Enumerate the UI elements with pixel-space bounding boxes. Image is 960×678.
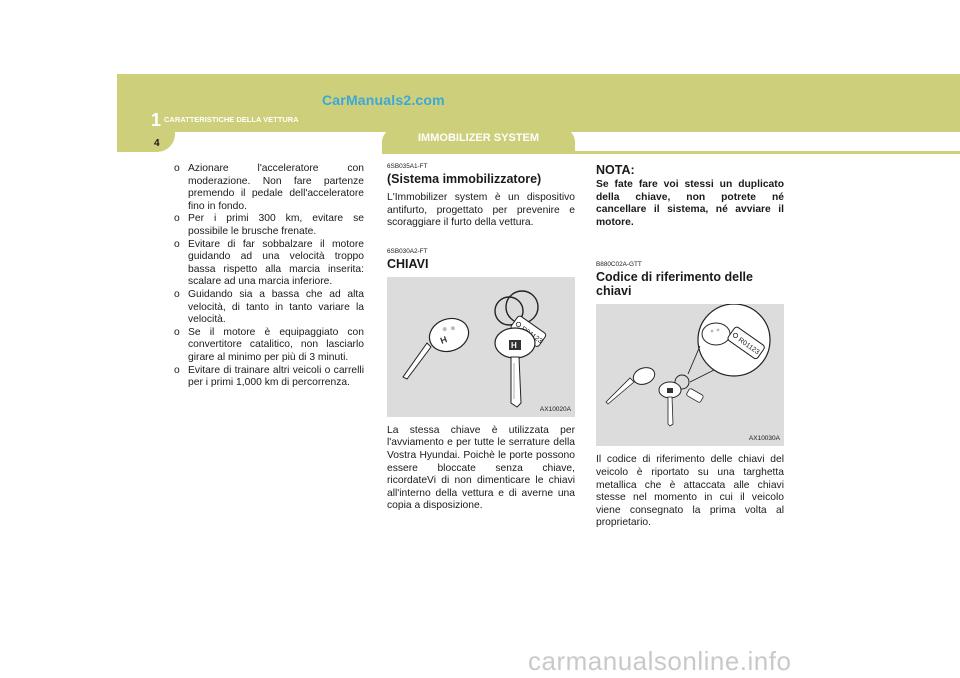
section-underline — [382, 151, 960, 154]
list-item — [172, 239, 364, 289]
bullet-mark: o — [174, 288, 180, 300]
svg-text:R01123: R01123 — [736, 337, 761, 357]
immobilizer-heading: (Sistema immobilizzatore) — [387, 172, 542, 186]
list-item-text: Guidando sia a bassa che ad alta velocità, di tanto in tanto variare la velocità. — [188, 288, 364, 326]
key-code-heading: Codice di riferimento delle chiavi — [596, 270, 753, 299]
bullet-mark: o — [174, 213, 180, 225]
column-3 — [596, 163, 784, 530]
section-code: 6SB035A1-FT — [387, 163, 428, 170]
keys-heading: CHIAVI — [387, 256, 429, 271]
list-item-text: Per i primi 300 km, evitare se possibile le brusche frenate. — [188, 213, 364, 237]
figure-code: AX10020A — [539, 405, 571, 413]
immobilizer-body: L'Immobilizer system è un dispositivo antifurto, progettato per prevenire e scoraggiare il furto della vettura. — [387, 192, 575, 229]
section-code: 6SB030A2-FT — [387, 247, 428, 255]
bullet-mark: o — [174, 364, 180, 376]
list-item-text: Evitare di far sobbalzare il motore guidando ad una velocità troppo bassa rispetto alla marcia inserita: scalare ad una marcia inferiore. — [188, 238, 364, 288]
bullet-mark: o — [174, 326, 180, 338]
key-code-illustration — [596, 304, 784, 446]
bullet-mark: o — [174, 238, 180, 250]
figure-code: AX10030A — [748, 435, 780, 443]
key-code-body: Il codice di riferimento delle chiavi del veicolo è riportato su una targhetta metallica che è attaccata alle chiavi stesse nel momento in cui il veicolo viene consegnato la prima volta al proprietario. — [596, 454, 784, 529]
key-tag-drawing — [596, 304, 784, 446]
break-in-list — [172, 163, 364, 390]
watermark-bottom[interactable]: carmanualsonline.info — [528, 646, 792, 676]
column-1 — [172, 163, 364, 390]
list-item — [172, 163, 364, 213]
keys-illustration — [387, 277, 575, 417]
section-title: IMMOBILIZER SYSTEM — [418, 132, 539, 144]
keys-drawing — [387, 277, 575, 417]
chapter-title: CARATTERISTICHE DELLA VETTURA — [164, 115, 299, 124]
list-item — [172, 289, 364, 327]
note-body: Se fate fare voi stessi un duplicato della chiave, non potrete né cancellare il sistema, né avviare il motore. — [596, 179, 784, 228]
note-heading: NOTA: — [596, 163, 635, 177]
list-item — [172, 327, 364, 365]
chapter-number: 1 — [151, 110, 162, 130]
page-number: 4 — [154, 138, 160, 149]
keys-body: La stessa chiave è utilizzata per l'avviamento e per tutte le serrature della Vostra Hyundai. Poichè le porte possono essere bloccate senza chiave, ricordateVi di non dimenticare le chiavi all'interno della vettura e di averne una copia a disposizione. — [387, 424, 575, 512]
list-item-text: Evitare di trainare altri veicoli o carrelli per i primi 1,000 km di percorrenza. — [188, 364, 364, 389]
section-code: B880C02A-GTT — [596, 261, 642, 269]
list-item-text: Se il motore è equipaggiato con convertitore catalitico, non lasciarlo girare al minimo per più di 3 minuti. — [188, 326, 364, 363]
column-2 — [387, 163, 575, 513]
list-item-text: Azionare l'acceleratore con moderazione. Non fare partenze premendo il pedale dell'acceleratore fino in fondo. — [188, 163, 364, 212]
list-item — [172, 213, 364, 238]
watermark-top[interactable]: CarManuals2.com — [322, 92, 445, 108]
page-number-tab — [117, 132, 175, 152]
list-item — [172, 365, 364, 390]
svg-text:H: H — [438, 334, 449, 346]
bullet-mark: o — [174, 163, 180, 174]
page-margin — [0, 0, 117, 678]
svg-text:H: H — [511, 340, 517, 350]
